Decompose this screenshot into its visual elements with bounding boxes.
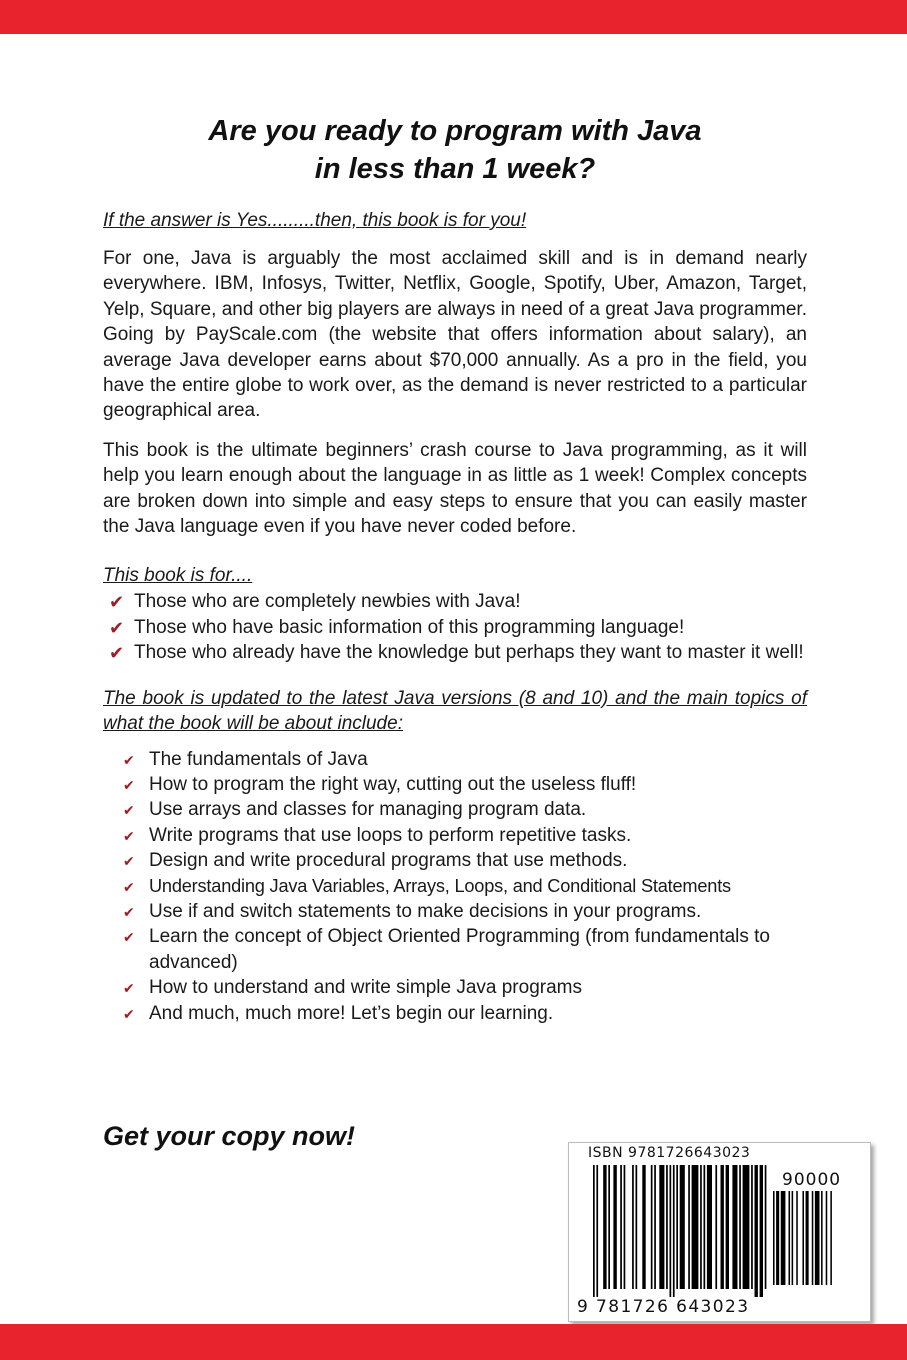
barcode-bar xyxy=(715,1165,717,1289)
barcode-bar xyxy=(781,1191,786,1285)
barcode-bar xyxy=(802,1191,804,1285)
paragraph-crash-course: This book is the ultimate beginners’ crash course to Java programming, as it will help you learn enough about the language in as little as 1 week! Complex concepts are broken down into simple and easy steps to ensure that you can easily master the Java language even if you have never coded before. xyxy=(103,439,807,538)
barcode-bar xyxy=(688,1165,690,1289)
check-mark-icon: ✔ xyxy=(123,776,135,793)
barcode-bar xyxy=(620,1165,622,1289)
barcode-bar xyxy=(608,1165,610,1289)
audience-heading: This book is for.... xyxy=(103,565,253,587)
barcode-bar xyxy=(603,1165,606,1289)
barcode-bar xyxy=(776,1191,779,1285)
list-item-text: How to understand and write simple Java programs xyxy=(149,977,582,999)
ean-barcode xyxy=(593,1165,769,1315)
bottom-red-band xyxy=(0,1324,907,1360)
barcode-bar xyxy=(812,1191,814,1285)
list-item-text: Those who have basic information of this programming language! xyxy=(134,616,685,638)
ean-digits: 9 781726 643023 xyxy=(577,1297,750,1317)
barcode-bar xyxy=(632,1165,634,1289)
barcode-bar xyxy=(789,1191,791,1285)
barcode-bar xyxy=(676,1165,678,1289)
barcode-bar xyxy=(773,1191,775,1285)
paragraph-demand: For one, Java is arguably the most acclaimed skill and is in demand nearly everywhere. IBM, Infosys, Twitter, Netflix, Google, Spotify, Uber, Amazon, Target, Yelp, Square, and other big players are always in need of a great Java programmer. Going by PayScale.com (the website that offers information about salary), an average Java developer earns about $70,000 annually. As a pro in the field, you have the entire globe to work over, as the demand is never restricted to a particular geographical area. xyxy=(103,248,807,422)
check-mark-icon: ✔ xyxy=(123,980,135,997)
barcode-bar xyxy=(670,1165,672,1297)
audience-list xyxy=(103,589,807,665)
topics-list xyxy=(103,747,807,1026)
list-item-text: Understanding Java Variables, Arrays, Loops, and Conditional Statements xyxy=(149,875,731,896)
check-mark-icon: ✔ xyxy=(123,903,135,920)
list-item-text: The fundamentals of Java xyxy=(149,748,368,770)
barcode-bar xyxy=(704,1165,706,1289)
check-mark-icon: ✔ xyxy=(123,1005,135,1022)
barcode-bar xyxy=(624,1165,626,1289)
list-item xyxy=(103,924,807,975)
list-item-text: Those who already have the knowledge but perhaps they want to master it well! xyxy=(134,642,804,664)
barcode-bar xyxy=(593,1165,595,1297)
barcode-bar xyxy=(765,1165,767,1289)
list-item xyxy=(103,899,807,924)
call-to-action: Get your copy now! xyxy=(103,1121,356,1151)
list-item xyxy=(103,848,807,873)
list-item xyxy=(103,615,807,640)
list-item xyxy=(103,1001,807,1026)
top-red-band xyxy=(0,0,907,34)
back-cover-content xyxy=(103,112,807,1026)
barcode-bar xyxy=(659,1165,664,1289)
list-item-text: Use arrays and classes for managing program data. xyxy=(149,799,587,821)
check-mark-icon: ✔ xyxy=(123,853,135,870)
barcode-bar xyxy=(654,1165,656,1289)
list-item xyxy=(103,589,807,614)
barcode-bar xyxy=(732,1165,737,1289)
barcode-bar xyxy=(596,1165,598,1297)
list-item-text: Design and write procedural programs that use methods. xyxy=(149,850,628,872)
barcode-bar xyxy=(666,1165,668,1289)
barcode-bar xyxy=(821,1191,823,1285)
list-item xyxy=(103,975,807,1000)
list-item-text: Write programs that use loops to perform repetitive tasks. xyxy=(149,824,632,846)
check-mark-icon: ✔ xyxy=(123,827,135,844)
barcode-bar xyxy=(806,1191,809,1285)
topics-heading: The book is updated to the latest Java versions (8 and 10) and the main topics of what the book will be about include: xyxy=(103,687,807,735)
barcode-bar xyxy=(642,1165,645,1289)
check-mark-icon: ✔ xyxy=(123,929,135,946)
barcode-bar xyxy=(796,1191,798,1285)
list-item xyxy=(103,797,807,822)
barcode-bar xyxy=(826,1191,828,1285)
barcode-bar xyxy=(739,1165,741,1289)
barcode-bar xyxy=(726,1165,729,1289)
barcode-bar xyxy=(760,1165,763,1297)
barcode-bar xyxy=(755,1165,758,1297)
list-item-text: Learn the concept of Object Oriented Programming (from fundamentals to advanced) xyxy=(149,926,770,973)
list-item-text: How to program the right way, cutting out the useless fluff! xyxy=(149,773,637,795)
check-mark-icon: ✔ xyxy=(109,643,125,664)
barcode-bar xyxy=(721,1165,724,1289)
list-item xyxy=(103,823,807,848)
check-mark-icon: ✔ xyxy=(109,592,125,613)
list-item-text: Use if and switch statements to make decisions in your programs. xyxy=(149,900,702,922)
headline xyxy=(103,112,807,188)
list-item-text: And much, much more! Let’s begin our learning. xyxy=(149,1002,554,1024)
barcode-bar xyxy=(651,1165,653,1289)
barcode-bar xyxy=(743,1165,750,1289)
barcode-bar xyxy=(613,1165,616,1289)
isbn-number: ISBN 9781726643023 xyxy=(588,1145,751,1161)
barcode-bar xyxy=(707,1165,712,1289)
list-item-text: Those who are completely newbies with Java! xyxy=(134,591,521,613)
check-mark-icon: ✔ xyxy=(109,617,125,638)
check-mark-icon: ✔ xyxy=(123,878,135,895)
headline-line-2: in less than 1 week? xyxy=(314,153,596,185)
price-addon-barcode xyxy=(773,1191,839,1315)
check-mark-icon: ✔ xyxy=(123,751,135,768)
barcode-bar xyxy=(792,1191,794,1285)
list-item xyxy=(103,772,807,797)
list-item xyxy=(103,874,807,899)
headline-line-1: Are you ready to program with Java xyxy=(208,115,702,147)
list-item xyxy=(103,640,807,665)
barcode-bar xyxy=(636,1165,638,1289)
barcode-bar xyxy=(751,1165,753,1289)
price-code: 90000 xyxy=(782,1170,842,1190)
intro-line: If the answer is Yes.........then, this book is for you! xyxy=(103,210,527,231)
barcode-bar xyxy=(830,1191,832,1285)
list-item xyxy=(103,747,807,772)
isbn-barcode-label xyxy=(568,1142,871,1322)
check-mark-icon: ✔ xyxy=(123,802,135,819)
barcode-bar xyxy=(680,1165,685,1289)
barcode-bar xyxy=(815,1191,820,1285)
barcode-bar xyxy=(673,1165,675,1297)
barcode-bar xyxy=(692,1165,699,1289)
barcode-bar xyxy=(700,1165,702,1289)
